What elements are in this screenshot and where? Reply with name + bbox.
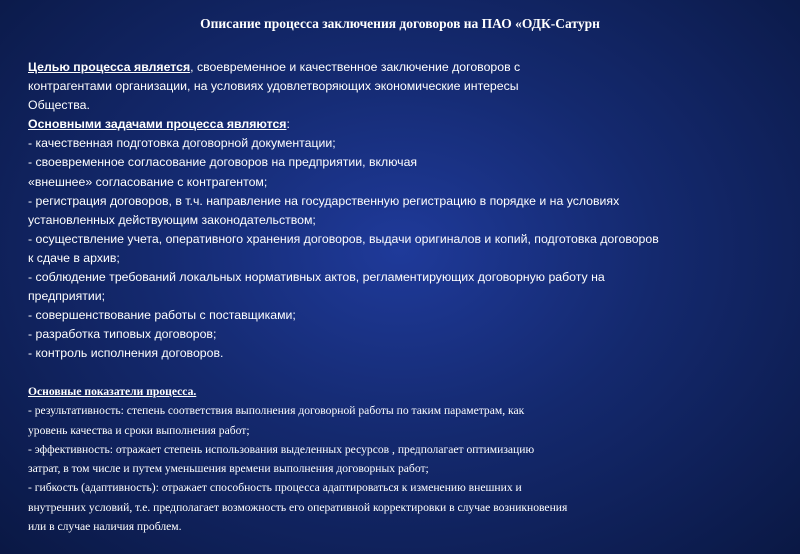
task-line: установленных действующим законодательством; [28,212,316,227]
tasks-heading: Основными задачами процесса являются [28,117,287,132]
task-line: - своевременное согласование договоров на предприятии, включая [28,155,418,170]
goal-line-2: контрагентами организации, на условиях удовлетворяющих экономические интересы [28,79,519,94]
task-line: к сдаче в архив; [28,250,120,265]
indicator-line: или в случае наличия проблем. [28,520,182,534]
goal-heading: Целью процесса является [28,60,191,74]
indicators-block [28,382,788,536]
task-line: «внешнее» согласование с контрагентом; [28,174,268,189]
indicator-line: - эффективность: отражает степень использования выделенных ресурсов , предполагает оптимизацию [28,442,535,456]
task-line: - контроль исполнения договоров. [28,346,224,361]
indicator-line: - результативность: степень соответствия выполнения договорной работы по таким параметрам, как [28,404,525,418]
slide-title: Описание процесса заключения договоров на ПАО «ОДК-Сатурн [200,16,600,31]
goal-text: , своевременное и качественное заключение договоров с [190,60,521,74]
task-line: предприятии; [28,289,106,304]
task-line: - разработка типовых договоров; [28,327,217,342]
tasks-colon: : [286,117,290,132]
goal-line-1 [28,58,788,77]
indicator-line: уровень качества и сроки выполнения работ; [28,423,250,437]
goals-and-tasks-block [28,58,788,364]
task-line: - осуществление учета, оперативного хранения договоров, выдачи оригиналов и копий, подготовка договоров [28,231,659,246]
goal-line-3: Общества. [28,98,90,113]
indicator-line: затрат, в том числе и путем уменьшения времени выполнения договорных работ; [28,462,429,476]
task-line: - регистрация договоров, в т.ч. направление на государственную регистрацию в порядке и на условиях [28,193,620,208]
indicator-line: внутренних условий, т.е. предполагает возможность его оперативной корректировки в случае возникновения [28,500,568,514]
task-line: - соблюдение требований локальных нормативных актов, регламентирующих договорную работу на [28,270,605,285]
task-line: - качественная подготовка договорной документации; [28,136,336,151]
task-line: - совершенствование работы с поставщиками; [28,308,296,323]
tasks-heading-line [28,115,788,134]
indicators-heading: Основные показатели процесса. [28,385,197,398]
indicator-line: - гибкость (адаптивность): отражает способность процесса адаптироваться к изменению внешних и [28,481,522,495]
